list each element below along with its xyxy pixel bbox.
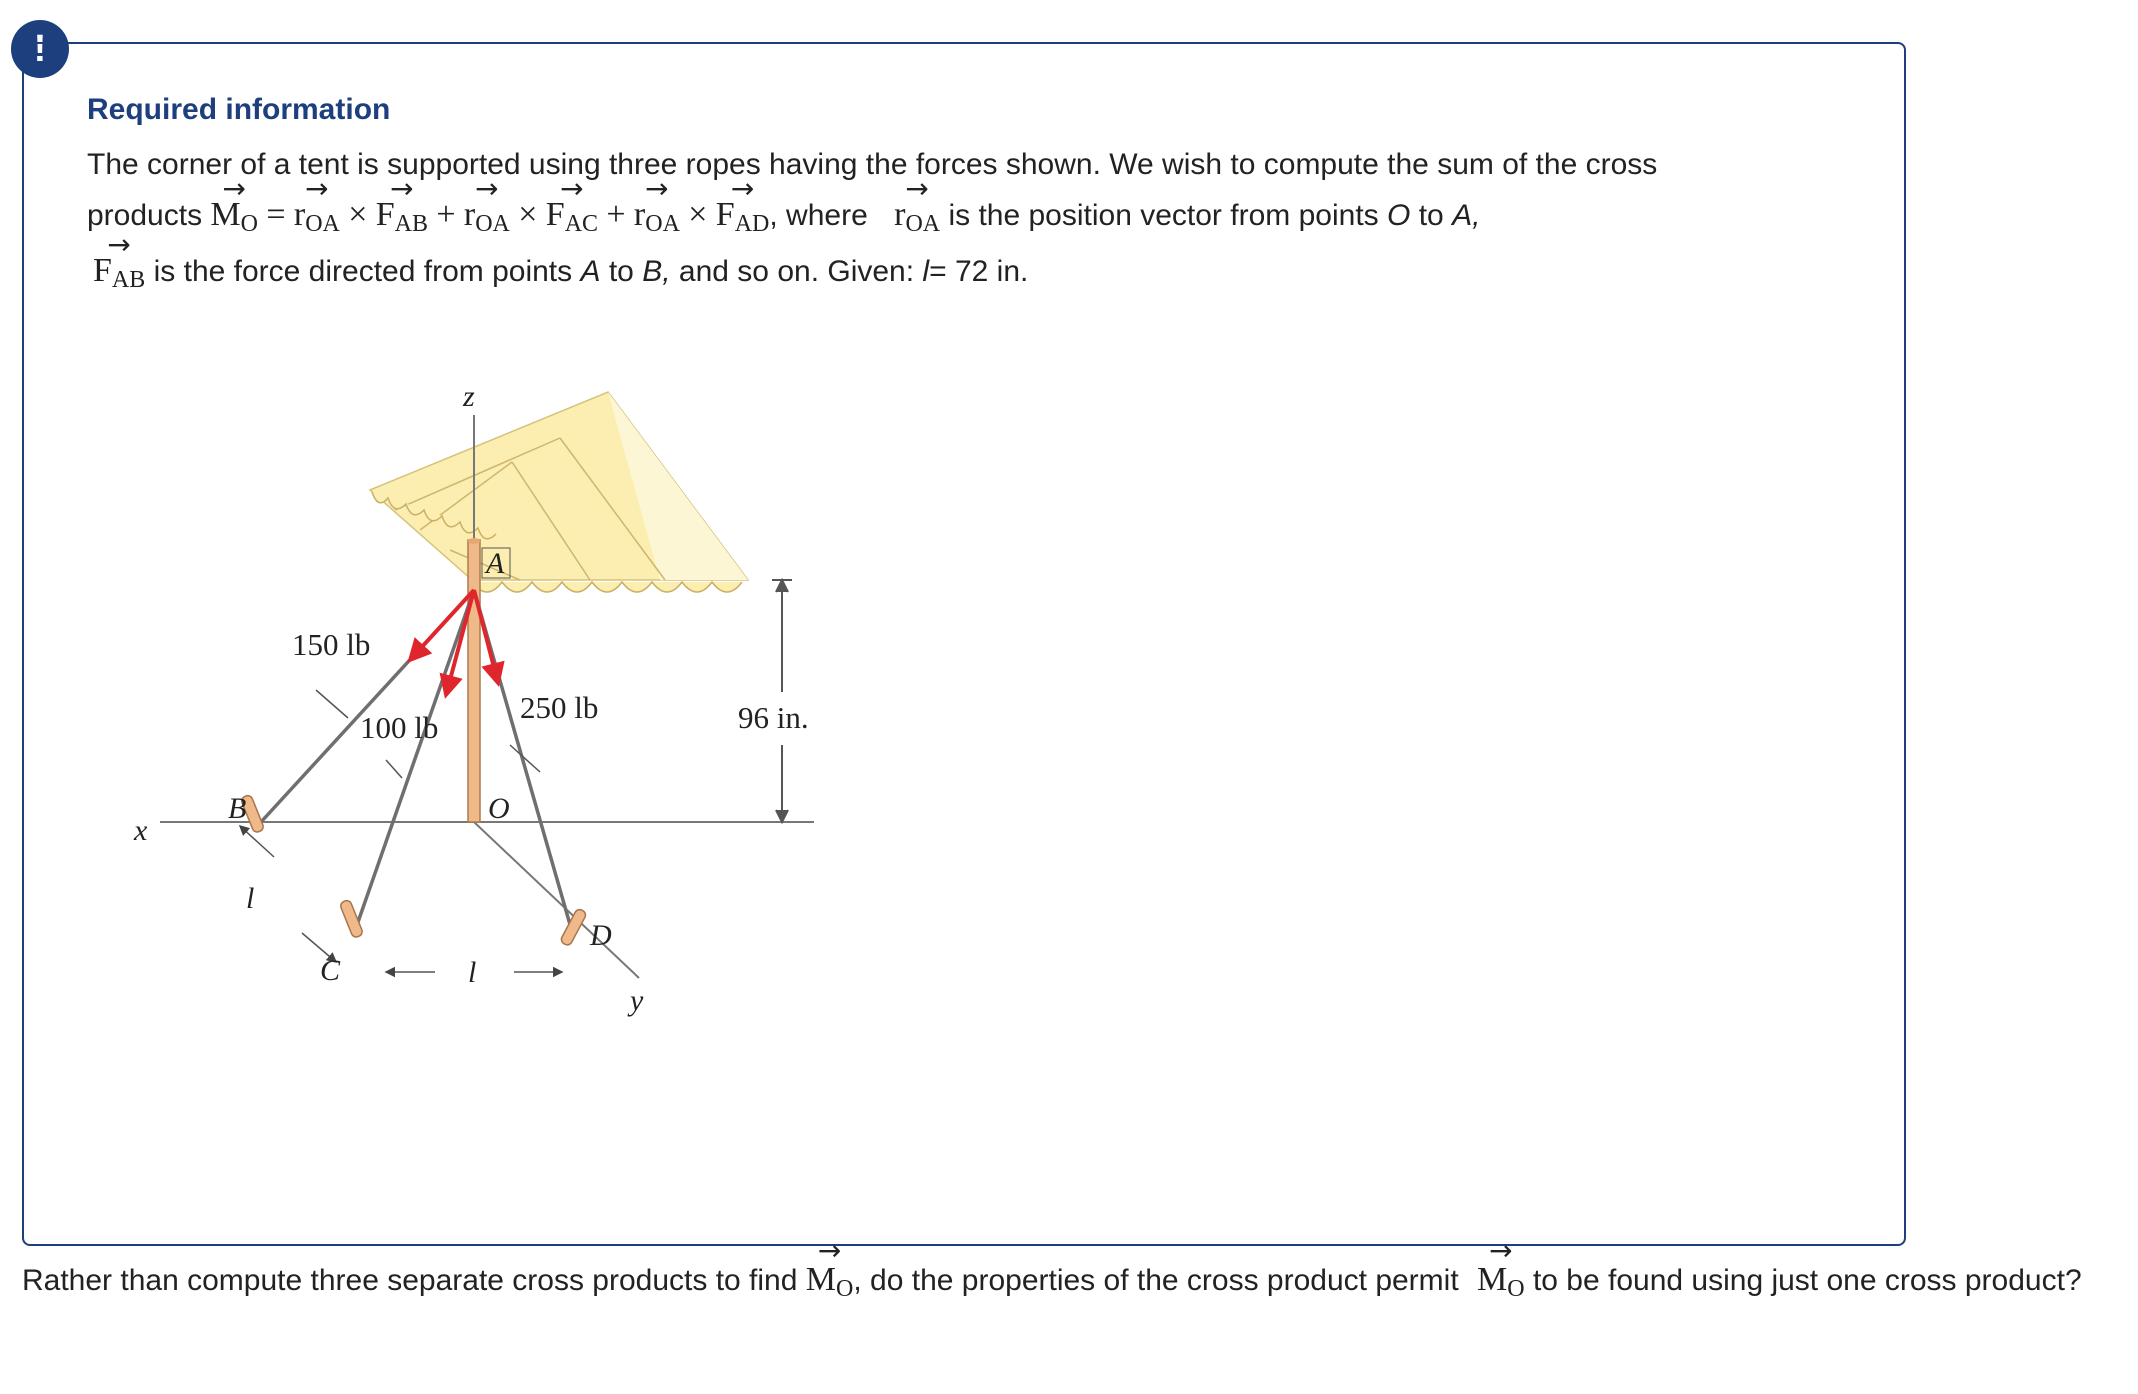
vector-arrow-icon: → [222, 172, 246, 205]
force-vector-FAD: → $F_{AD}$ [715, 172, 770, 237]
position-vector-rOA: → $r_{OA}$ [293, 172, 340, 237]
moment-vector-Mo: → $M_O$ [805, 1234, 854, 1302]
point-label-A: A [486, 547, 505, 580]
force-label-250: 250 lb [520, 690, 599, 725]
force-label-150: 150 lb [292, 627, 371, 662]
alert-icon: ! [11, 20, 69, 78]
force-vector-FAB: → $F_{AB}$ [375, 172, 429, 237]
moment-vector-Mo: → $M_O$ [210, 172, 258, 237]
position-vector-rOA: → $r_{OA}$ [463, 172, 510, 237]
vector-arrow-icon: → [560, 172, 584, 205]
axis-label-z: z [463, 380, 475, 413]
dimension-label-l-bottom: l [468, 956, 477, 989]
question-text: Rather than compute three separate cross products to find → $M_O$, do the properties of the cross product permit → $M_O$ to be found using just one cross product? [22, 1258, 2122, 1311]
products-word: products [87, 199, 203, 232]
point-label-O: O [488, 792, 510, 825]
tent-scallop-edge [472, 582, 742, 592]
point-label-C: C [320, 954, 341, 987]
force-vector-FAC: → $F_{AC}$ [545, 172, 599, 237]
problem-line-3: → $F_{AB}$ is the force directed from points A to B, and so on. Given: l= 72 in. [93, 228, 1029, 293]
l-dimension-lines [240, 826, 562, 972]
position-vector-rOA: → $r_{OA}$ [894, 172, 941, 237]
force-vector-FAB: → $F_{AB}$ [93, 228, 146, 293]
axis-label-x: x [134, 814, 148, 847]
problem-line-1: The corner of a tent is supported using three ropes having the forces shown. We wish to compute the sum of the cross [87, 148, 1658, 181]
dimension-label-l-left: l [246, 882, 255, 915]
pole-top [468, 538, 480, 544]
force-label-100: 100 lb [360, 710, 439, 745]
tent-diagram [120, 370, 840, 1030]
moment-vector-Mo: → $M_O$ [1477, 1234, 1525, 1302]
vector-arrow-icon: → [645, 172, 669, 205]
position-vector-rOA: → $r_{OA}$ [633, 172, 680, 237]
vector-arrow-icon: → [107, 228, 131, 261]
vector-arrow-icon: → [817, 1234, 842, 1267]
stake-D [560, 908, 588, 947]
point-label-B: B [228, 792, 247, 825]
vector-arrow-icon: → [305, 172, 329, 205]
dimension-label-96: 96 in. [738, 700, 809, 735]
vector-arrow-icon: → [1489, 1234, 1513, 1267]
vector-arrow-icon: → [475, 172, 499, 205]
tent-pole [468, 540, 480, 822]
problem-line-2: products → $M_O$ = → $r_{OA}$ × → $F_{AB}$ + → $r_{OA}$ × → $F_{AC}$ + → $r_{OA}$ × → $F_{AD}$, where → $r_{OA}$ is the position vector from points O to A, [87, 172, 1481, 237]
point-label-D: D [590, 919, 612, 952]
required-info-title: Required information [87, 93, 391, 126]
axis-label-y: y [630, 984, 644, 1017]
vector-arrow-icon: → [390, 172, 414, 205]
vector-arrow-icon: → [905, 172, 929, 205]
vector-arrow-icon: → [730, 172, 755, 205]
